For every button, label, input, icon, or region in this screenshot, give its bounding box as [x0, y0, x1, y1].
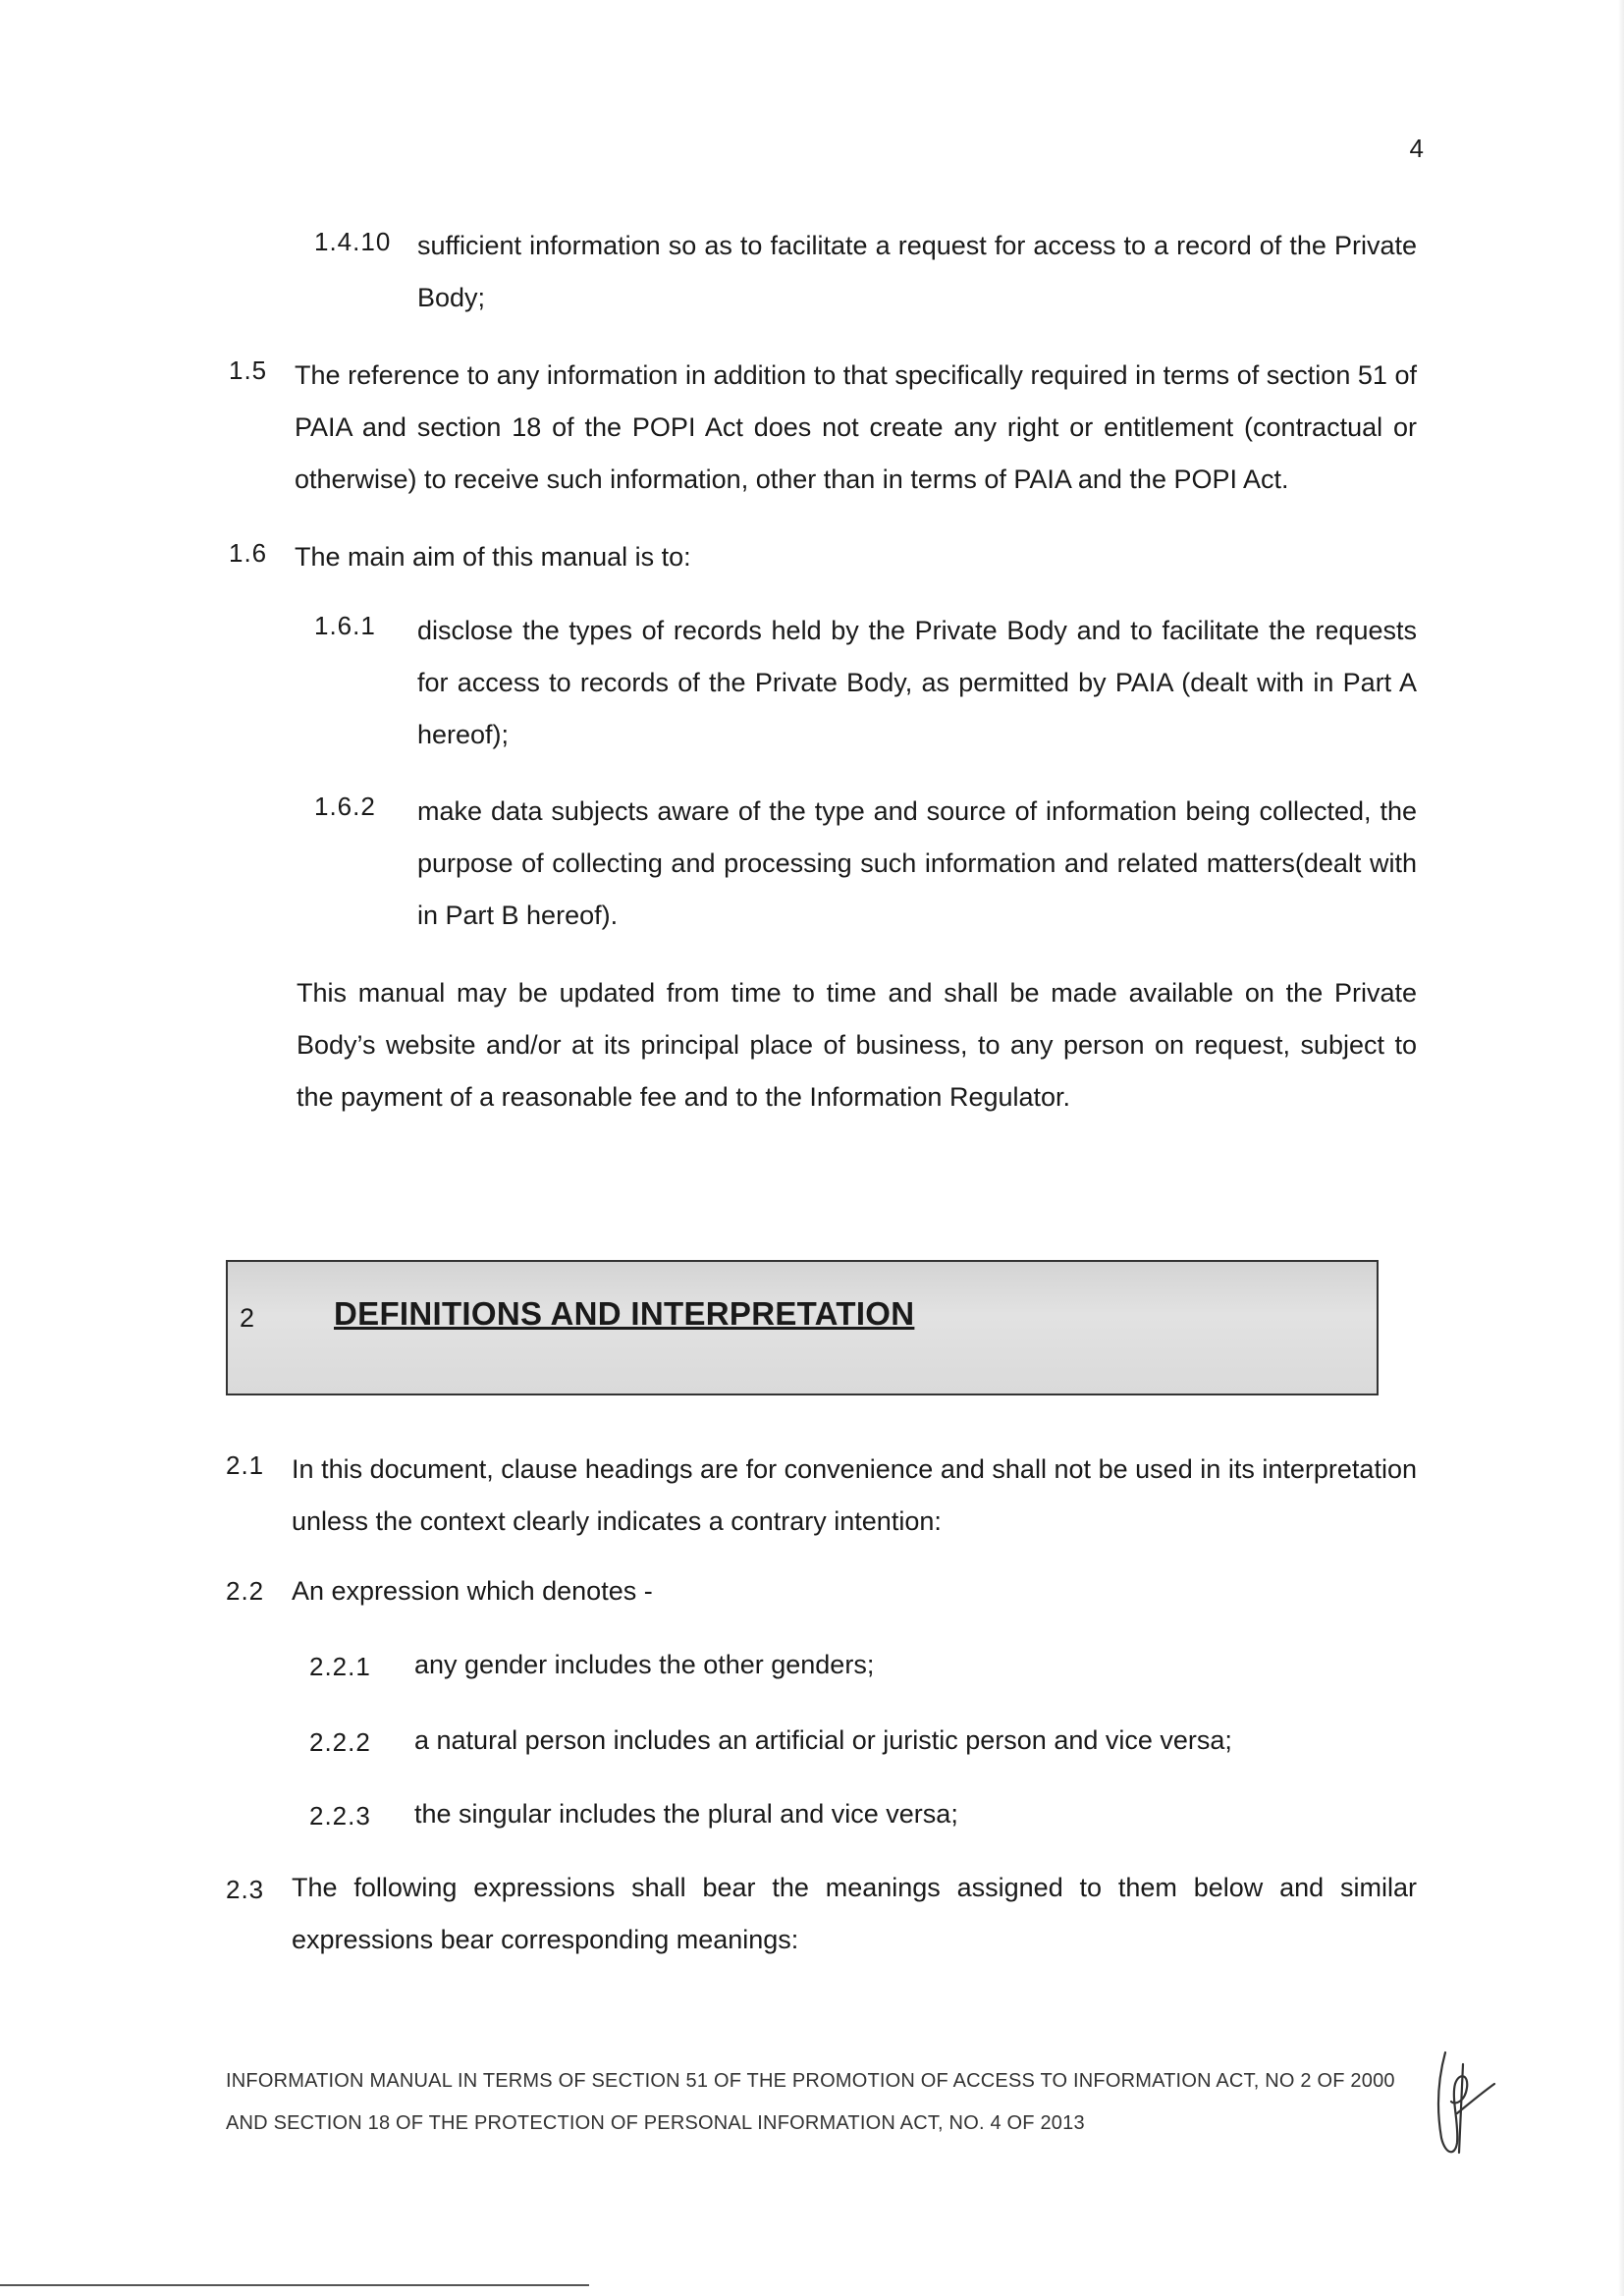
- section-number: 2: [240, 1303, 255, 1333]
- clause-text-2-2-1: any gender includes the other genders;: [414, 1650, 875, 1679]
- clause-text-2-2-3: the singular includes the plural and vice versa;: [414, 1799, 958, 1829]
- page-footer: [226, 2060, 1434, 2145]
- footer-line-2: AND SECTION 18 OF THE PROTECTION OF PERSONAL INFORMATION ACT, NO. 4 OF 2013: [226, 2112, 1085, 2134]
- clause-number-1-4-10: 1.4.10: [314, 227, 392, 256]
- clause-number-1-6-1: 1.6.1: [314, 611, 376, 640]
- clause-number-1-6-2: 1.6.2: [314, 792, 376, 821]
- clause-number-2-1: 2.1: [226, 1450, 265, 1480]
- clause-number-1-6: 1.6: [229, 538, 268, 568]
- clause-number-2-2-1: 2.2.1: [309, 1652, 371, 1681]
- bottom-scan-rule: [0, 2284, 589, 2286]
- clause-text-2-2: An expression which denotes -: [292, 1576, 653, 1606]
- clause-number-2-2: 2.2: [226, 1576, 265, 1606]
- section-title: DEFINITIONS AND INTERPRETATION: [334, 1295, 915, 1332]
- clause-text-1-6: The main aim of this manual is to:: [295, 542, 691, 572]
- clause-number-2-2-2: 2.2.2: [309, 1727, 371, 1757]
- clause-text-1-6-1: disclose the types of records held by the Private Body and to facilitate the requests for access to records of the Private Body, as permitted by PAIA (dealt with in Part A hereof);: [417, 616, 1417, 749]
- clause-text-2-3: The following expressions shall bear the meanings assigned to them below and similar expressions bear corresponding meanings:: [292, 1873, 1417, 1954]
- footer-line-1: INFORMATION MANUAL IN TERMS OF SECTION 51 OF THE PROMOTION OF ACCESS TO INFORMATION ACT, NO 2 OF 2000: [226, 2070, 1395, 2092]
- section-heading-box: [226, 1260, 1379, 1395]
- clause-text-2-2-2: a natural person includes an artificial or juristic person and vice versa;: [414, 1725, 1232, 1755]
- clause-text-2-1: In this document, clause headings are for convenience and shall not be used in its interpretation unless the context clearly indicates a contrary intention:: [292, 1454, 1417, 1536]
- handwritten-initials: [1434, 2045, 1502, 2162]
- clause-number-2-2-3: 2.2.3: [309, 1801, 371, 1831]
- clause-text-1-6-2: make data subjects aware of the type and source of information being collected, the purpose of collecting and processing such information and related matters(dealt with in Part B hereof).: [417, 796, 1417, 930]
- manual-update-paragraph: This manual may be updated from time to time and shall be made available on the Private Body’s website and/or at its principal place of business, to any person on request, subject to the payment of a reasonable fee and to the Information Regulator.: [297, 978, 1417, 1112]
- clause-number-1-5: 1.5: [229, 355, 268, 385]
- scan-edge-shade: [1618, 0, 1624, 2296]
- page-number: 4: [1409, 134, 1424, 163]
- clause-text-1-5: The reference to any information in addition to that specifically required in terms of section 51 of PAIA and section 18 of the POPI Act does not create any right or entitlement (contractual or otherwise) to receive such information, other than in terms of PAIA and the POPI Act.: [295, 360, 1417, 494]
- clause-number-2-3: 2.3: [226, 1875, 265, 1904]
- clause-text-1-4-10: sufficient information so as to facilitate a request for access to a record of the Private Body;: [417, 231, 1417, 312]
